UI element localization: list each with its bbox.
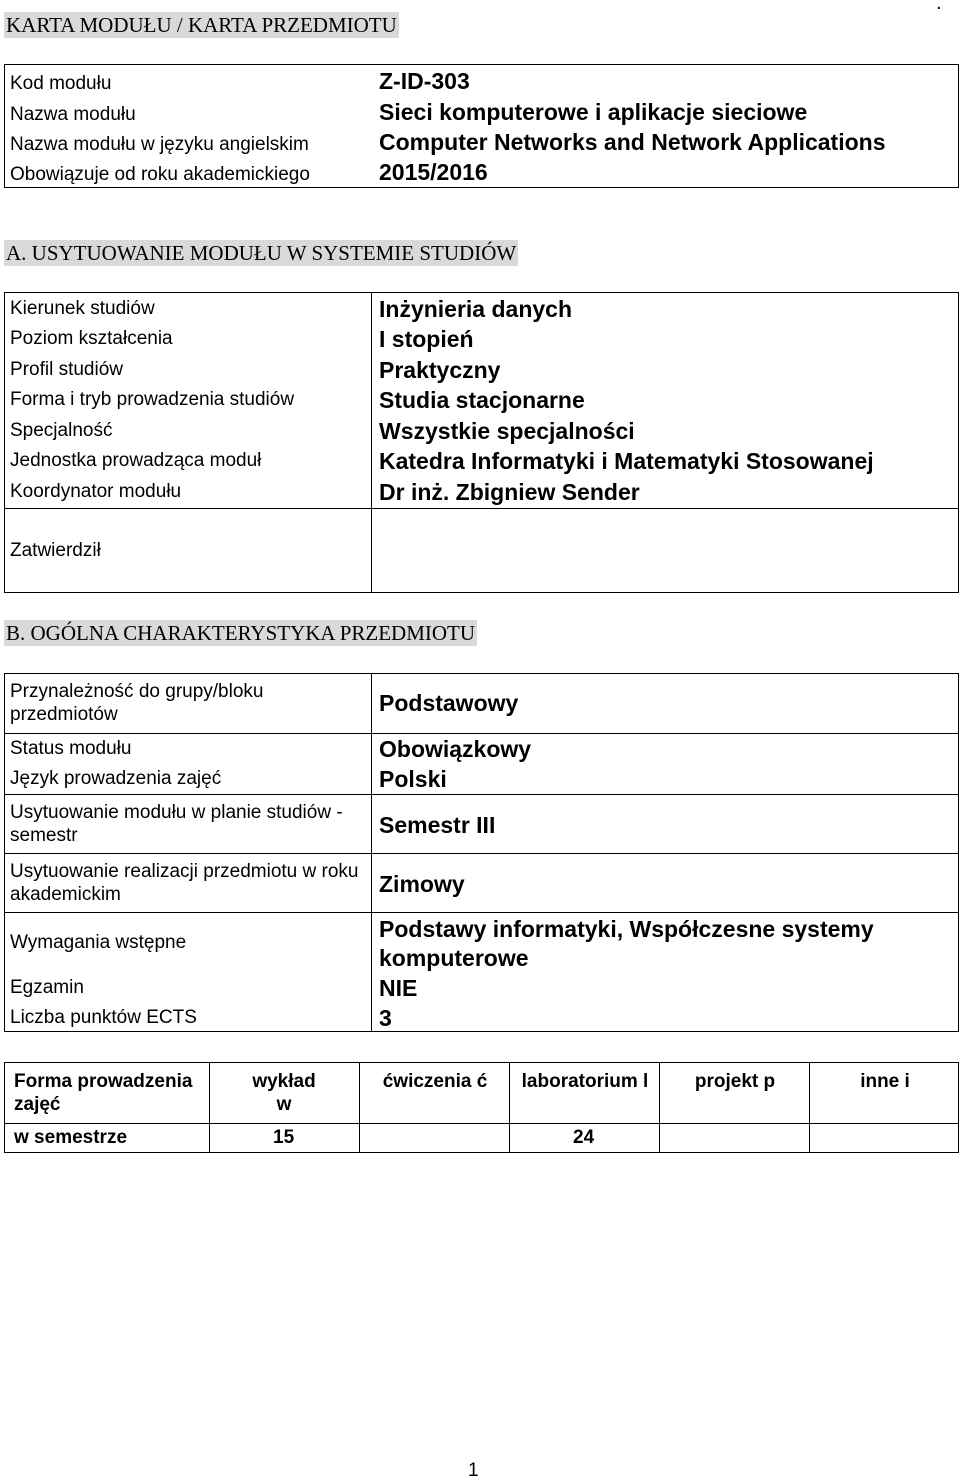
profile-value: Praktyczny bbox=[379, 357, 501, 383]
unit-value: Katedra Informatyki i Matematyki Stosowanej bbox=[379, 448, 874, 474]
corner-dot: . bbox=[936, 0, 942, 14]
module-code-value: Z-ID-303 bbox=[379, 68, 470, 94]
hours-table-col-divider bbox=[359, 1062, 360, 1153]
section-a-divider bbox=[371, 292, 372, 593]
section-b-row-divider bbox=[4, 794, 959, 795]
hours-header-laboratory: laboratorium l bbox=[521, 1071, 649, 1092]
study-mode-label: Forma i tryb prowadzenia studiów bbox=[10, 389, 295, 410]
module-name-label: Nazwa modułu bbox=[10, 104, 136, 125]
hours-laboratory-value: 24 bbox=[573, 1127, 595, 1148]
realization-label: Usytuowanie realizacji przedmiotu w roku akademickim bbox=[10, 861, 359, 905]
hours-table-col-divider bbox=[509, 1062, 510, 1153]
approved-label: Zatwierdził bbox=[10, 540, 101, 561]
page-number: 1 bbox=[468, 1460, 479, 1481]
hours-row-label: w semestrze bbox=[14, 1127, 128, 1148]
level-value: I stopień bbox=[379, 326, 474, 352]
group-value: Podstawowy bbox=[379, 690, 519, 716]
hours-header-project: projekt p bbox=[694, 1071, 776, 1092]
hours-table-row-divider bbox=[4, 1123, 959, 1124]
hours-header-form: Forma prowadzenia zajęć bbox=[14, 1071, 193, 1115]
hours-header-exercises: ćwiczenia ć bbox=[382, 1071, 488, 1092]
coordinator-label: Koordynator modułu bbox=[10, 481, 182, 502]
valid-from-label: Obowiązuje od roku akademickiego bbox=[10, 164, 310, 185]
hours-table-col-divider bbox=[209, 1062, 210, 1153]
unit-label: Jednostka prowadząca moduł bbox=[10, 450, 262, 471]
section-b-heading: B. OGÓLNA CHARAKTERYSTYKA PRZEDMIOTU bbox=[6, 621, 476, 645]
language-value: Polski bbox=[379, 766, 447, 792]
prerequisites-value: Podstawy informatyki, Współczesne systemy komputerowe bbox=[379, 916, 874, 971]
module-name-value: Sieci komputerowe i aplikacje sieciowe bbox=[379, 99, 808, 125]
exam-label: Egzamin bbox=[10, 977, 84, 998]
module-name-en-value: Computer Networks and Network Applications bbox=[379, 129, 886, 155]
hours-header-lecture: wykład w bbox=[252, 1071, 316, 1115]
exam-value: NIE bbox=[379, 975, 418, 1001]
coordinator-value: Dr inż. Zbigniew Sender bbox=[379, 479, 640, 505]
hours-table-col-divider bbox=[659, 1062, 660, 1153]
field-of-study-value: Inżynieria danych bbox=[379, 296, 573, 322]
prerequisites-label: Wymagania wstępne bbox=[10, 932, 187, 953]
hours-table-col-divider bbox=[809, 1062, 810, 1153]
profile-label: Profil studiów bbox=[10, 359, 123, 380]
realization-value: Zimowy bbox=[379, 871, 465, 897]
section-b-row-divider bbox=[4, 853, 959, 854]
study-mode-value: Studia stacjonarne bbox=[379, 387, 585, 413]
semester-label: Usytuowanie modułu w planie studiów - semestr bbox=[10, 802, 343, 846]
specialty-value: Wszystkie specjalności bbox=[379, 418, 635, 444]
section-b-row-divider bbox=[4, 733, 959, 734]
status-label: Status modułu bbox=[10, 738, 132, 759]
page-title: KARTA MODUŁU / KARTA PRZEDMIOTU bbox=[6, 13, 397, 37]
semester-value: Semestr III bbox=[379, 812, 496, 838]
hours-lecture-value: 15 bbox=[273, 1127, 295, 1148]
group-label: Przynależność do grupy/bloku przedmiotów bbox=[10, 681, 264, 725]
module-code-label: Kod modułu bbox=[10, 73, 112, 94]
valid-from-value: 2015/2016 bbox=[379, 159, 488, 185]
ects-label: Liczba punktów ECTS bbox=[10, 1007, 197, 1028]
field-of-study-label: Kierunek studiów bbox=[10, 298, 155, 319]
hours-header-other: inne i bbox=[860, 1071, 910, 1092]
language-label: Język prowadzenia zajęć bbox=[10, 768, 222, 789]
specialty-label: Specjalność bbox=[10, 420, 113, 441]
level-label: Poziom kształcenia bbox=[10, 328, 173, 349]
ects-value: 3 bbox=[379, 1005, 392, 1031]
section-a-row-divider bbox=[4, 508, 959, 509]
module-name-en-label: Nazwa modułu w języku angielskim bbox=[10, 134, 309, 155]
status-value: Obowiązkowy bbox=[379, 736, 532, 762]
section-a-heading: A. USYTUOWANIE MODUŁU W SYSTEMIE STUDIÓW bbox=[6, 241, 517, 265]
section-b-row-divider bbox=[4, 912, 959, 913]
